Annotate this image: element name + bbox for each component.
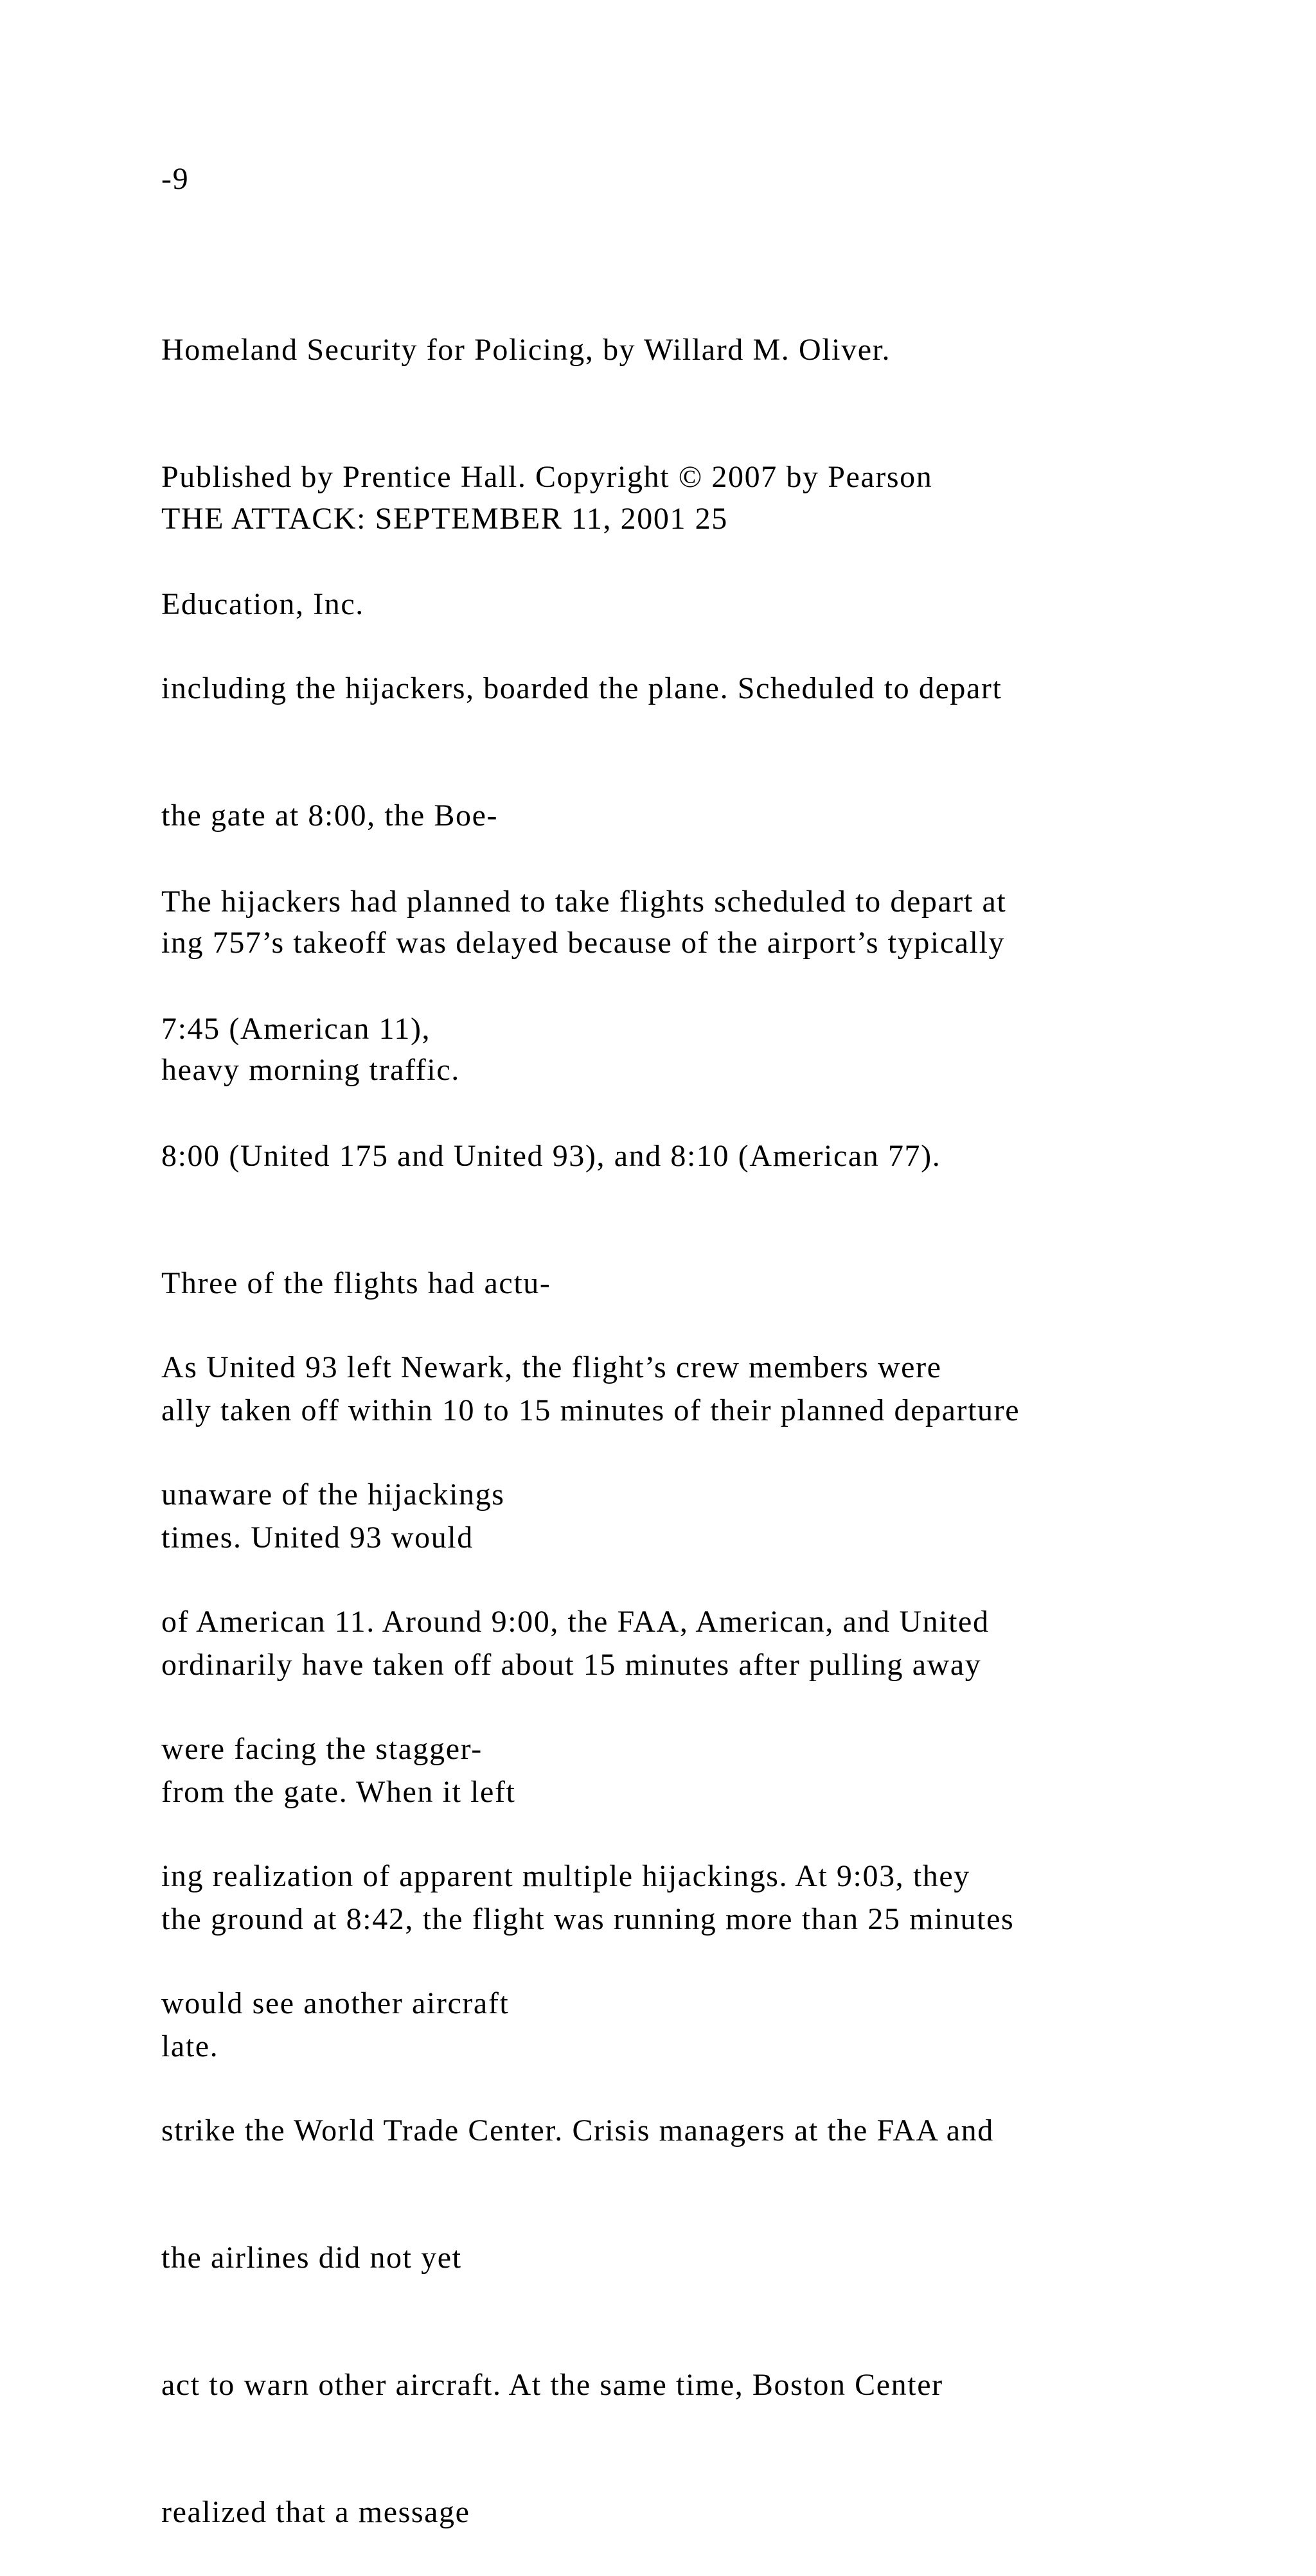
text-line: strike the World Trade Center. Crisis managers at the FAA and [161, 2113, 994, 2148]
text-line: heavy morning traffic. [161, 1053, 460, 1087]
text-line: the ground at 8:42, the flight was running more than 25 minutes [161, 1902, 1015, 1936]
text-line: ing realization of apparent multiple hijackings. At 9:03, they [161, 1859, 970, 1893]
text-line: Three of the flights had actu- [161, 1266, 551, 1300]
text-line: of American 11. Around 9:00, the FAA, American, and United [161, 1605, 990, 1639]
page-number: -9 [161, 162, 190, 196]
text-line: times. United 93 would [161, 1521, 474, 1555]
citation-line: Education, Inc. [161, 587, 364, 621]
text-line: 7:45 (American 11), [161, 1012, 431, 1046]
text-line: from the gate. When it left [161, 1775, 516, 1809]
text-line: ally taken off within 10 to 15 minutes of their planned departure [161, 1393, 1020, 1427]
text-line: As United 93 left Newark, the flight’s crew members were [161, 1350, 942, 1384]
text-line: including the hijackers, boarded the plane. Scheduled to depart [161, 671, 1002, 705]
running-header: THE ATTACK: SEPTEMBER 11, 2001 25 [161, 502, 728, 536]
text-line: were facing the stagger- [161, 1732, 483, 1766]
text-line: ordinarily have taken off about 15 minutes after pulling away [161, 1648, 982, 1682]
paragraph-3 [161, 1262, 994, 2576]
text-line: unaware of the hijackings [161, 1478, 505, 1512]
text-line: act to warn other aircraft. At the same time, Boston Center [161, 2368, 943, 2402]
citation-line: Homeland Security for Policing, by Willard M. Oliver. [161, 333, 891, 367]
text-line: ing 757’s takeoff was delayed because of the airport’s typically [161, 926, 1006, 960]
text-line: realized that a message [161, 2495, 470, 2529]
citation-line: Published by Prentice Hall. Copyright © 2007 by Pearson [161, 460, 933, 494]
text-line: would see another aircraft [161, 1986, 510, 2020]
text-line: the gate at 8:00, the Boe- [161, 798, 499, 833]
text-line: The hijackers had planned to take flights scheduled to depart at [161, 885, 1007, 919]
text-line: 8:00 (United 175 and United 93), and 8:10 (American 77). [161, 1139, 941, 1173]
text-line: the airlines did not yet [161, 2241, 462, 2275]
text-line: late. [161, 2029, 219, 2063]
